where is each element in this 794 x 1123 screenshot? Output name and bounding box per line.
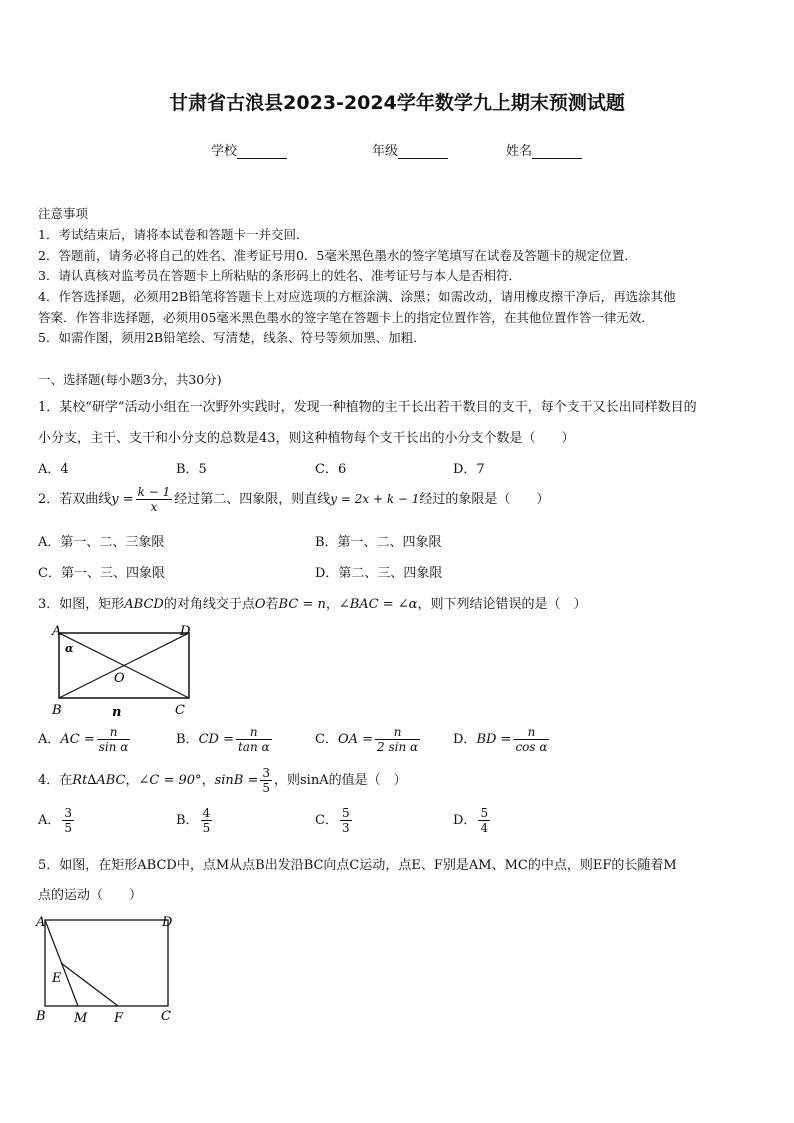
q2-fraction: $\frac{k - 1}{x}$ [137,485,171,514]
label-a: A [36,915,46,930]
label-c: C [161,1009,171,1024]
q4-stem: 4．在Rt∆ABC，∠C = 90°，sinB = $\frac{3}{5}$ ，则sinA的值是（ ） [38,766,407,795]
label-b: B [52,703,62,718]
note-item: 4．作答选择题，必须用2B铅笔将答题卡上对应选项的方框涂满、涂黑；如需改动，请用橡皮擦干净后，再选涂其他 [38,289,676,304]
q3-option-b: B．CD = $\frac{n}{\text{tan α}}$ [176,725,270,754]
q5-line2: 点的运动（ ） [38,888,143,903]
q3-option-a: A．AC = $\frac{n}{\text{sin α}}$ [38,725,129,754]
q4-option-c: C． $\frac{5}{3}$ [315,806,350,835]
name-field: 姓名 [506,140,582,159]
q2-option-b: B．第一、二、四象限 [315,535,442,550]
q4-option-a: A． $\frac{3}{5}$ [38,806,73,835]
q4-option-d: D． $\frac{5}{4}$ [453,806,489,835]
q4-option-b: B． $\frac{4}{5}$ [176,806,211,835]
label-o: O [114,671,125,686]
grade-field: 年级 [372,140,448,159]
note-item: 1．考试结束后，请将本试卷和答题卡一并交回． [38,227,309,242]
q3-rectangle-figure [46,622,206,720]
q3-stem: 3．如图，矩形ABCD的对角线交于点O若BC = n，∠BAC = ∠α，则下列结论错误的是（ ） [38,597,587,612]
q2-option-c: C．第一、三、四象限 [38,566,165,581]
notes-heading: 注意事项 [38,206,89,221]
label-m: M [74,1011,88,1026]
q5-rectangle-figure [32,910,182,1030]
label-b: B [36,1009,46,1024]
q1-option-a: A．4 [38,462,69,477]
q1-option-d: D．7 [453,462,485,477]
label-alpha: α [65,642,74,655]
q1-option-b: B．5 [176,462,207,477]
q1-line2: 小分支，主干、支干和小分支的总数是43，则这种植物每个支干长出的小分支个数是（ ） [38,431,575,446]
q5-line1: 5．如图，在矩形ABCD中，点M从点B出发沿BC向点C运动，点E、F别是AM、MC的中点，则EF的长随着M [38,858,677,873]
q3-option-d: D．BD = $\frac{n}{\text{cos α}}$ [453,725,548,754]
q1-line1: 1．某校“研学”活动小组在一次野外实践时，发现一种植物的主干长出若干数目的支干，每个支干又长出同样数目的 [38,400,697,415]
section-title: 一、选择题(每小题3分，共30分) [38,372,222,387]
q2-stem: 2．若双曲线y = $\frac{k - 1}{x}$ 经过第二、四象限，则直线y = 2x + k − 1经过的象限是（ ） [38,485,550,514]
label-d: D [162,915,173,930]
note-item: 答案．作答非选择题，必须用05毫米黑色墨水的签字笔在答题卡上的指定位置作答，在其他位置作答一律无效． [38,310,654,325]
q1-option-c: C．6 [315,462,347,477]
q2-option-d: D．第二、三、四象限 [315,566,443,581]
label-n: n [112,705,122,720]
label-a: A [52,624,62,639]
note-item: 5．如需作图，须用2B铅笔绘、写清楚，线条、符号等须加黑、加粗． [38,330,426,345]
label-d: D [180,624,191,639]
note-item: 2．答题前，请务必将自己的姓名、准考证号用0．5毫米黑色墨水的签字笔填写在试卷及答题卡的规定位置． [38,248,637,263]
label-c: C [175,703,185,718]
page-title: 甘肃省古浪县2023-2024学年数学九上期末预测试题 [169,92,625,114]
q3-option-c: C．OA = $\frac{n}{\text{2 sin α}}$ [315,725,419,754]
note-item: 3．请认真核对监考员在答题卡上所粘贴的条形码上的姓名、准考证号与本人是否相符． [38,268,521,283]
school-field: 学校 [211,140,287,159]
label-f: F [114,1011,124,1026]
q2-option-a: A．第一、二、三象限 [38,535,165,550]
label-e: E [52,971,62,986]
